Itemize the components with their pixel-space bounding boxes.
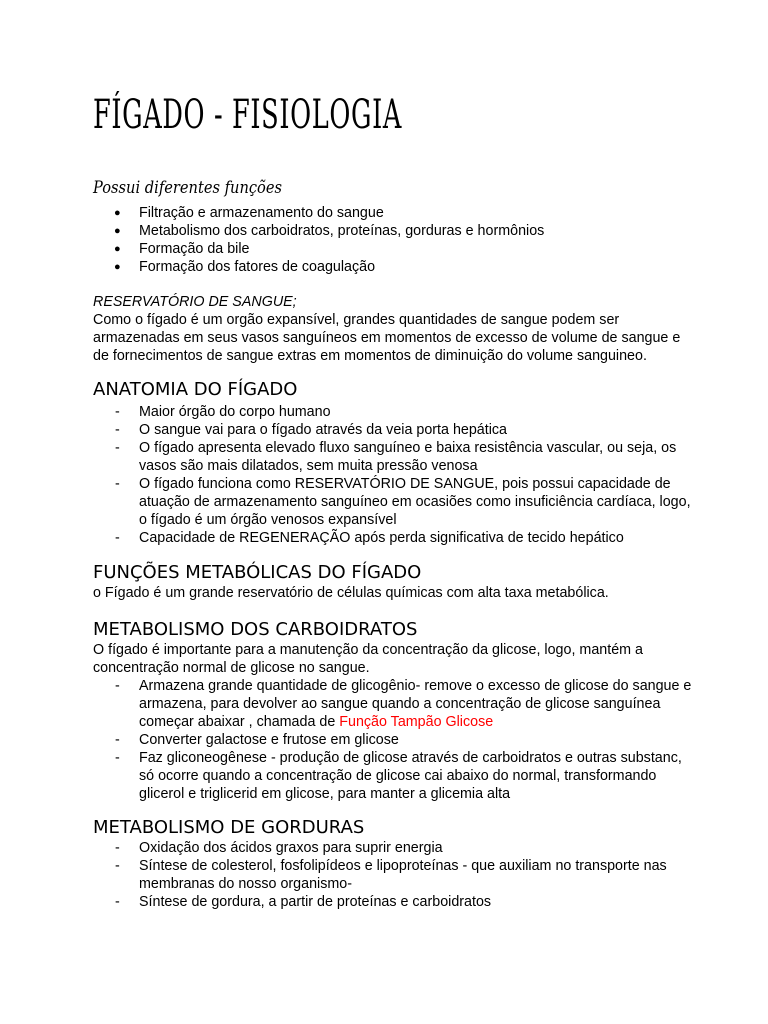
- list-item: [93, 204, 693, 222]
- list-item-text: Faz gliconeogênese - produção de glicose através de carboidratos e outras substanc, só ocorre quando a concentração de glicose cai abaixo do normal, transformando glicerol e triglicerid em glicose, para manter a glicemia alta: [139, 750, 682, 802]
- dash-marker: -: [115, 404, 120, 420]
- dash-marker: -: [115, 476, 120, 492]
- list-item: [93, 857, 693, 893]
- dash-marker: -: [115, 858, 120, 874]
- list-item: [93, 893, 693, 911]
- anatomy-heading: ANATOMIA DO FÍGADO: [93, 379, 298, 400]
- list-item-text: O fígado apresenta elevado fluxo sanguíneo e baixa resistência vascular, ou seja, os vasos são mais dilatados, sem muita pressão venosa: [139, 440, 677, 474]
- list-item-text: Síntese de gordura, a partir de proteínas e carboidratos: [139, 894, 492, 910]
- reservoir-heading: RESERVATÓRIO DE SANGUE;: [93, 294, 297, 310]
- bullet-marker: ●: [114, 225, 121, 237]
- list-item-text: Metabolismo dos carboidratos, proteínas, gorduras e hormônios: [139, 223, 545, 239]
- list-item: [93, 421, 693, 439]
- bullet-marker: ●: [114, 261, 121, 273]
- list-item: [93, 403, 693, 421]
- list-item: [93, 731, 693, 749]
- list-item: [93, 258, 693, 276]
- carbs-heading: METABOLISMO DOS CARBOIDRATOS: [93, 619, 418, 640]
- carbs-list: [93, 677, 693, 803]
- list-item: [93, 240, 693, 258]
- dash-marker: -: [115, 440, 120, 456]
- list-item-text: Armazena grande quantidade de glicogênio- remove o excesso de glicose do sangue e armazena, para devolver ao sangue quando a concentração de glicose sanguínea começar abaixar , chamada de: [139, 678, 692, 730]
- list-item-text: Síntese de colesterol, fosfolipídeos e lipoproteínas - que auxiliam no transporte nas membranas do nosso organismo-: [139, 858, 667, 892]
- dash-marker: -: [115, 530, 120, 546]
- fats-list: [93, 839, 693, 911]
- dash-marker: -: [115, 732, 120, 748]
- list-item: [93, 529, 693, 547]
- dash-marker: -: [115, 750, 120, 766]
- functions-list: [93, 204, 693, 276]
- list-item-text: Formação da bile: [139, 241, 250, 257]
- anatomy-list: [93, 403, 693, 547]
- list-item: [93, 222, 693, 240]
- reservoir-paragraph: Como o fígado é um orgão expansível, grandes quantidades de sangue podem ser armazenadas em seus vasos sanguíneos em momentos de excesso de volume de sangue e de fornecimentos de sangue extras em momentos de diminuição do volume sanguineo.: [93, 312, 681, 364]
- list-item: [93, 749, 693, 803]
- list-item-text: O fígado funciona como RESERVATÓRIO DE SANGUE, pois possui capacidade de atuação de armazenamento sanguíneo em ocasiões como insuficiência cardíaca, logo, o fígado é um órgão venosos expansível: [139, 476, 691, 528]
- metabolic-paragraph: o Fígado é um grande reservatório de células químicas com alta taxa metabólica.: [93, 585, 609, 601]
- bullet-marker: ●: [114, 207, 121, 219]
- functions-subtitle: Possui diferentes funções: [93, 178, 283, 198]
- list-item-text: Maior órgão do corpo humano: [139, 404, 331, 420]
- list-item: [93, 839, 693, 857]
- metabolic-heading: FUNÇÕES METABÓLICAS DO FÍGADO: [93, 562, 422, 583]
- bullet-marker: ●: [114, 243, 121, 255]
- fats-heading: METABOLISMO DE GORDURAS: [93, 817, 365, 838]
- list-item-text: O sangue vai para o fígado através da veia porta hepática: [139, 422, 507, 438]
- page-title: FÍGADO - FISIOLOGIA: [93, 92, 402, 138]
- list-item-text: Capacidade de REGENERAÇÃO após perda significativa de tecido hepático: [139, 530, 624, 546]
- list-item: [93, 677, 693, 731]
- list-item-text: Converter galactose e frutose em glicose: [139, 732, 399, 748]
- list-item-text: Oxidação dos ácidos graxos para suprir energia: [139, 840, 443, 856]
- glucose-buffer-highlight: Função Tampão Glicose: [339, 714, 494, 730]
- list-item: [93, 475, 693, 529]
- list-item: [93, 439, 693, 475]
- list-item-text: Formação dos fatores de coagulação: [139, 259, 376, 275]
- dash-marker: -: [115, 894, 120, 910]
- list-item-text: Filtração e armazenamento do sangue: [139, 205, 384, 221]
- dash-marker: -: [115, 840, 120, 856]
- dash-marker: -: [115, 422, 120, 438]
- carbs-paragraph: O fígado é importante para a manutenção da concentração da glicose, logo, mantém a concentração normal de glicose no sangue.: [93, 642, 643, 676]
- dash-marker: -: [115, 678, 120, 694]
